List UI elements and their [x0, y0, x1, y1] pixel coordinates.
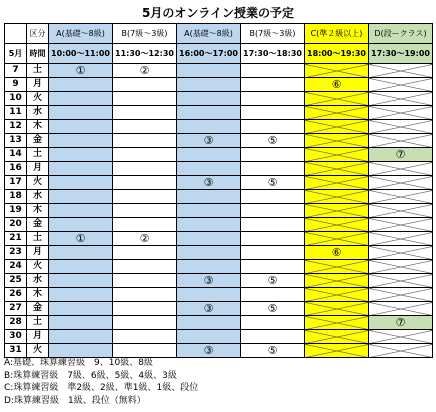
row-weekday: 火: [27, 260, 49, 274]
schedule-row: [5, 316, 433, 330]
row-weekday: 水: [27, 190, 49, 204]
header-row-class: [5, 24, 433, 44]
schedule-table: [4, 23, 433, 358]
slot-cell-6: [369, 274, 433, 288]
slot-cell-2: [113, 218, 177, 232]
schedule-row: [5, 330, 433, 344]
header-kubun: 区分: [27, 24, 49, 44]
slot-cell-1: [49, 92, 113, 106]
header-blank: [5, 24, 27, 44]
slot-cell-3: [177, 64, 241, 78]
slot-cell-6: [369, 302, 433, 316]
header-slot-3-name: A(基礎～8級): [177, 24, 241, 44]
row-date: 28: [5, 316, 27, 330]
slot-cell-6: [369, 344, 433, 358]
slot-cell-6: [369, 218, 433, 232]
slot-cell-6: [369, 64, 433, 78]
row-weekday: 火: [27, 92, 49, 106]
row-date: 25: [5, 274, 27, 288]
row-date: 13: [5, 134, 27, 148]
slot-cell-2: [113, 162, 177, 176]
slot-cell-6: [369, 106, 433, 120]
slot-cell-5: [305, 344, 369, 358]
slot-cell-4: [241, 246, 305, 260]
slot-cell-4: [241, 176, 305, 190]
lesson-mark: ③: [203, 343, 214, 357]
schedule-row: [5, 246, 433, 260]
slot-cell-3: [177, 106, 241, 120]
header-slot-1-name: A(基礎～8級): [49, 24, 113, 44]
slot-cell-6: [369, 260, 433, 274]
slot-cell-4: [241, 204, 305, 218]
lesson-mark: ⑤: [267, 133, 278, 147]
row-weekday: 金: [27, 302, 49, 316]
legend-note-c: C:珠算練習級 準2級、2級、準1級、1級、段位: [4, 383, 199, 393]
row-date: 27: [5, 302, 27, 316]
slot-cell-3: [177, 190, 241, 204]
slot-cell-4: [241, 106, 305, 120]
row-weekday: 土: [27, 64, 49, 78]
row-date: 26: [5, 288, 27, 302]
slot-cell-6: [369, 190, 433, 204]
row-weekday: 土: [27, 316, 49, 330]
row-date: 30: [5, 330, 27, 344]
row-date: 31: [5, 344, 27, 358]
row-date: 20: [5, 218, 27, 232]
schedule-row: [5, 288, 433, 302]
row-weekday: 水: [27, 274, 49, 288]
slot-cell-4: [241, 274, 305, 288]
header-month: 5月: [5, 44, 27, 64]
slot-cell-3: [177, 162, 241, 176]
row-date: 19: [5, 204, 27, 218]
header-slot-4-name: B(7級～3級): [241, 24, 305, 44]
slot-cell-2: [113, 176, 177, 190]
slot-cell-5: [305, 204, 369, 218]
schedule-row: [5, 176, 433, 190]
slot-cell-2: [113, 134, 177, 148]
slot-cell-5: [305, 162, 369, 176]
slot-cell-4: [241, 288, 305, 302]
row-weekday: 火: [27, 344, 49, 358]
slot-cell-5: [305, 190, 369, 204]
row-date: 16: [5, 162, 27, 176]
row-weekday: 金: [27, 134, 49, 148]
lesson-mark: ①: [75, 231, 86, 245]
slot-cell-4: [241, 302, 305, 316]
slot-cell-6: [369, 288, 433, 302]
slot-cell-1: [49, 190, 113, 204]
row-date: 7: [5, 64, 27, 78]
slot-cell-3: [177, 344, 241, 358]
slot-cell-5: [305, 64, 369, 78]
lesson-mark: ⑥: [331, 245, 342, 259]
header-slot-5-name: C(準２級以上): [305, 24, 369, 44]
slot-cell-1: [49, 134, 113, 148]
row-date: 17: [5, 176, 27, 190]
slot-cell-6: [369, 148, 433, 162]
slot-cell-3: [177, 92, 241, 106]
slot-cell-3: [177, 302, 241, 316]
lesson-mark: ②: [139, 63, 150, 77]
slot-cell-3: [177, 232, 241, 246]
row-weekday: 土: [27, 148, 49, 162]
slot-cell-5: [305, 92, 369, 106]
slot-cell-4: [241, 260, 305, 274]
slot-cell-4: [241, 148, 305, 162]
schedule-row: [5, 134, 433, 148]
slot-cell-3: [177, 176, 241, 190]
slot-cell-3: [177, 274, 241, 288]
slot-cell-4: [241, 190, 305, 204]
header-slot-4-time: 17:30～18:30: [241, 44, 305, 64]
slot-cell-1: [49, 106, 113, 120]
slot-cell-5: [305, 302, 369, 316]
slot-cell-4: [241, 344, 305, 358]
row-weekday: 火: [27, 176, 49, 190]
slot-cell-3: [177, 204, 241, 218]
lesson-mark: ③: [203, 175, 214, 189]
slot-cell-4: [241, 78, 305, 92]
schedule-row: [5, 78, 433, 92]
schedule-row: [5, 106, 433, 120]
slot-cell-4: [241, 92, 305, 106]
slot-cell-3: [177, 316, 241, 330]
slot-cell-1: [49, 274, 113, 288]
slot-cell-5: [305, 232, 369, 246]
row-weekday: 金: [27, 218, 49, 232]
slot-cell-2: [113, 260, 177, 274]
slot-cell-2: [113, 148, 177, 162]
row-date: 18: [5, 190, 27, 204]
slot-cell-2: [113, 246, 177, 260]
slot-cell-1: [49, 344, 113, 358]
lesson-mark: ③: [203, 301, 214, 315]
legend-note-d: D:珠算練習級 1級、段位（無料）: [4, 395, 146, 406]
slot-cell-2: [113, 190, 177, 204]
slot-cell-6: [369, 134, 433, 148]
schedule-row: [5, 260, 433, 274]
slot-cell-2: [113, 232, 177, 246]
slot-cell-1: [49, 162, 113, 176]
slot-cell-1: [49, 302, 113, 316]
slot-cell-2: [113, 120, 177, 134]
schedule-row: [5, 274, 433, 288]
slot-cell-1: [49, 288, 113, 302]
slot-cell-2: [113, 92, 177, 106]
slot-cell-1: [49, 78, 113, 92]
slot-cell-6: [369, 232, 433, 246]
legend-notes: [4, 357, 432, 407]
legend-note-b: B:珠算練習級 7級、6級、5級、4級、3級: [4, 370, 177, 381]
schedule-row: [5, 92, 433, 106]
row-weekday: 月: [27, 162, 49, 176]
header-slot-5-time: 18:00～19:30: [305, 44, 369, 64]
slot-cell-1: [49, 330, 113, 344]
slot-cell-5: [305, 218, 369, 232]
schedule-row: [5, 162, 433, 176]
schedule-row: [5, 302, 433, 316]
slot-cell-1: [49, 260, 113, 274]
header-slot-3-time: 16:00～17:00: [177, 44, 241, 64]
lesson-mark: ⑦: [395, 315, 406, 329]
schedule-row: [5, 232, 433, 246]
slot-cell-4: [241, 134, 305, 148]
slot-cell-5: [305, 260, 369, 274]
slot-cell-6: [369, 78, 433, 92]
slot-cell-1: [49, 176, 113, 190]
slot-cell-6: [369, 316, 433, 330]
slot-cell-4: [241, 162, 305, 176]
header-slot-1-time: 10:00～11:00: [49, 44, 113, 64]
row-date: 9: [5, 78, 27, 92]
slot-cell-5: [305, 246, 369, 260]
lesson-mark: ⑥: [331, 77, 342, 91]
slot-cell-5: [305, 78, 369, 92]
slot-cell-3: [177, 134, 241, 148]
slot-cell-1: [49, 232, 113, 246]
slot-cell-3: [177, 246, 241, 260]
lesson-mark: ③: [203, 133, 214, 147]
row-weekday: 土: [27, 232, 49, 246]
header-slot-2-time: 11:30～12:30: [113, 44, 177, 64]
row-date: 23: [5, 246, 27, 260]
slot-cell-2: [113, 302, 177, 316]
row-date: 12: [5, 120, 27, 134]
slot-cell-2: [113, 330, 177, 344]
slot-cell-2: [113, 64, 177, 78]
slot-cell-3: [177, 330, 241, 344]
slot-cell-3: [177, 148, 241, 162]
slot-cell-4: [241, 120, 305, 134]
slot-cell-1: [49, 148, 113, 162]
slot-cell-1: [49, 120, 113, 134]
row-date: 24: [5, 260, 27, 274]
slot-cell-1: [49, 246, 113, 260]
slot-cell-4: [241, 330, 305, 344]
row-weekday: 木: [27, 120, 49, 134]
slot-cell-4: [241, 316, 305, 330]
lesson-mark: ⑦: [395, 147, 406, 161]
row-date: 14: [5, 148, 27, 162]
slot-cell-5: [305, 120, 369, 134]
slot-cell-2: [113, 106, 177, 120]
header-jikan: 時間: [27, 44, 49, 64]
slot-cell-6: [369, 162, 433, 176]
lesson-mark: ⑤: [267, 301, 278, 315]
row-weekday: 水: [27, 106, 49, 120]
slot-cell-2: [113, 78, 177, 92]
schedule-body: [5, 64, 433, 358]
slot-cell-6: [369, 176, 433, 190]
schedule-row: [5, 64, 433, 78]
row-weekday: 木: [27, 204, 49, 218]
slot-cell-5: [305, 148, 369, 162]
row-weekday: 月: [27, 246, 49, 260]
schedule-row: [5, 148, 433, 162]
row-weekday: 木: [27, 288, 49, 302]
row-weekday: 月: [27, 330, 49, 344]
lesson-mark: ⑤: [267, 175, 278, 189]
header-slot-6-name: D(段ークラス): [369, 24, 433, 44]
slot-cell-2: [113, 344, 177, 358]
lesson-mark: ②: [139, 231, 150, 245]
lesson-mark: ③: [203, 273, 214, 287]
slot-cell-1: [49, 204, 113, 218]
row-weekday: 月: [27, 78, 49, 92]
slot-cell-1: [49, 218, 113, 232]
schedule-row: [5, 190, 433, 204]
slot-cell-5: [305, 288, 369, 302]
schedule-row: [5, 120, 433, 134]
slot-cell-2: [113, 274, 177, 288]
header-slot-6-time: 17:30～19:00: [369, 44, 433, 64]
row-date: 21: [5, 232, 27, 246]
slot-cell-2: [113, 204, 177, 218]
slot-cell-6: [369, 204, 433, 218]
lesson-mark: ⑤: [267, 273, 278, 287]
slot-cell-6: [369, 330, 433, 344]
slot-cell-4: [241, 64, 305, 78]
slot-cell-5: [305, 106, 369, 120]
slot-cell-2: [113, 316, 177, 330]
header-row-time: [5, 44, 433, 64]
schedule-row: [5, 218, 433, 232]
slot-cell-1: [49, 316, 113, 330]
slot-cell-6: [369, 92, 433, 106]
row-date: 10: [5, 92, 27, 106]
slot-cell-4: [241, 232, 305, 246]
schedule-row: [5, 204, 433, 218]
schedule-row: [5, 344, 433, 358]
slot-cell-3: [177, 120, 241, 134]
legend-note-a: A:基礎、珠算練習級 9、10級、8級: [4, 358, 153, 368]
slot-cell-6: [369, 246, 433, 260]
slot-cell-5: [305, 176, 369, 190]
lesson-mark: ⑤: [267, 343, 278, 357]
slot-cell-5: [305, 274, 369, 288]
slot-cell-5: [305, 134, 369, 148]
row-date: 11: [5, 106, 27, 120]
lesson-mark: ①: [75, 63, 86, 77]
slot-cell-4: [241, 218, 305, 232]
slot-cell-6: [369, 120, 433, 134]
slot-cell-3: [177, 288, 241, 302]
slot-cell-3: [177, 78, 241, 92]
slot-cell-3: [177, 218, 241, 232]
page-title: 5月のオンライン授業の予定: [142, 6, 294, 20]
slot-cell-3: [177, 260, 241, 274]
slot-cell-2: [113, 288, 177, 302]
slot-cell-5: [305, 316, 369, 330]
slot-cell-1: [49, 64, 113, 78]
header-slot-2-name: B(7級～3級): [113, 24, 177, 44]
slot-cell-5: [305, 330, 369, 344]
